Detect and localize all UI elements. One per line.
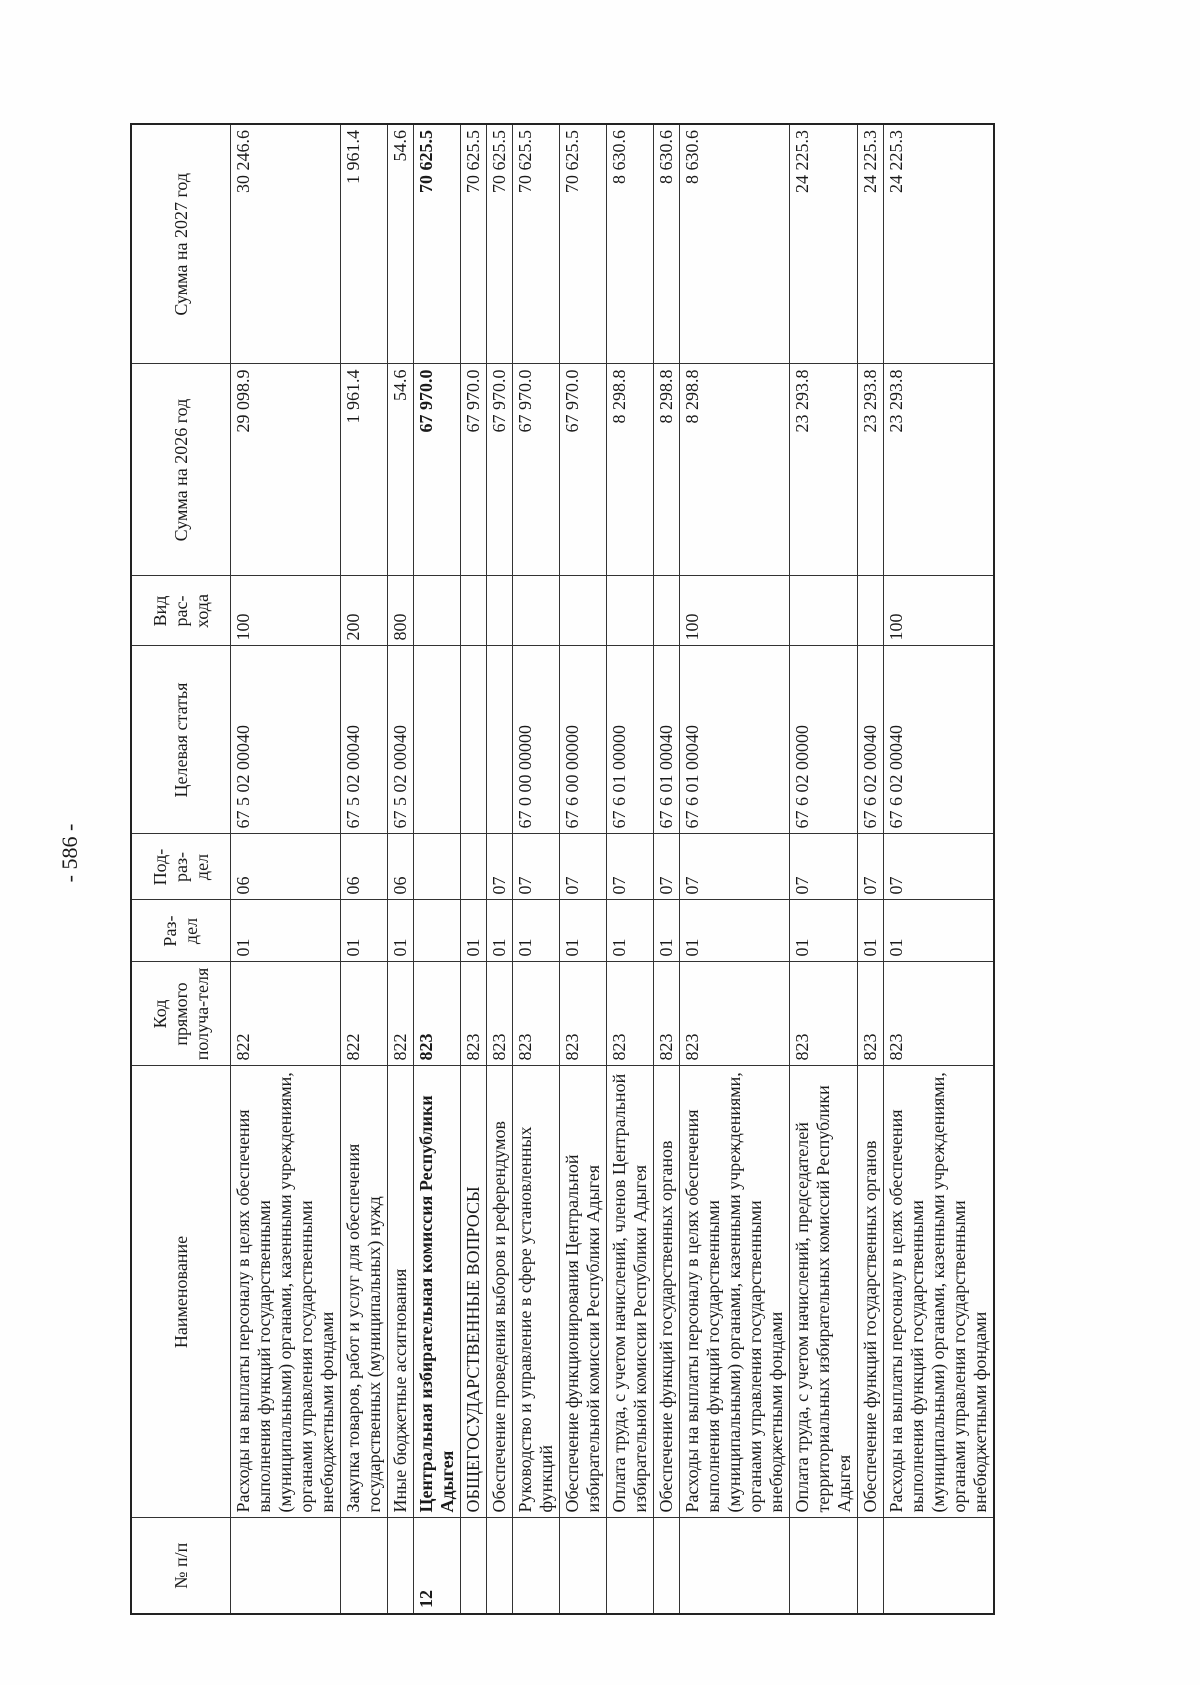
- budget-table-frame: [130, 125, 1020, 1615]
- cell-sum2027: 8 630.6: [607, 124, 654, 364]
- cell-sum2027: 54.6: [388, 124, 414, 364]
- cell-name: Обеспечение функций государственных органов: [858, 1066, 884, 1518]
- cell-vid: 800: [388, 576, 414, 646]
- cell-podrazdel: [461, 834, 487, 900]
- cell-sum2027: 70 625.5: [414, 124, 461, 364]
- cell-razdel: 01: [341, 900, 388, 962]
- cell-sum2026: 1 961.4: [341, 364, 388, 576]
- cell-celevaya: 67 5 02 00040: [388, 646, 414, 834]
- cell-sum2027: 70 625.5: [513, 124, 560, 364]
- table-row: [858, 124, 884, 1614]
- cell-razdel: 01: [654, 900, 680, 962]
- table-row: [414, 124, 461, 1614]
- header-name: Наименование: [131, 1066, 231, 1518]
- cell-celevaya: 67 6 02 00000: [790, 646, 858, 834]
- cell-sum2026: 54.6: [388, 364, 414, 576]
- cell-podrazdel: 07: [790, 834, 858, 900]
- cell-sum2027: 8 630.6: [654, 124, 680, 364]
- cell-sum2027: 1 961.4: [341, 124, 388, 364]
- table-body: [231, 124, 995, 1614]
- cell-num: [680, 1518, 790, 1614]
- cell-celevaya: [487, 646, 513, 834]
- cell-code: 822: [341, 962, 388, 1066]
- cell-razdel: 01: [858, 900, 884, 962]
- table-row: [680, 124, 790, 1614]
- table-row: [461, 124, 487, 1614]
- budget-table: [130, 123, 995, 1615]
- cell-vid: 200: [341, 576, 388, 646]
- table-row: [231, 124, 341, 1614]
- cell-code: 823: [461, 962, 487, 1066]
- cell-vid: [560, 576, 607, 646]
- cell-celevaya: 67 5 02 00040: [231, 646, 341, 834]
- cell-razdel: 01: [461, 900, 487, 962]
- cell-name: Расходы на выплаты персоналу в целях обеспечения выполнения функций государственными (муниципальными) органами, казенными учреждениями, органами управления государственными внебюджетными фондами: [231, 1066, 341, 1518]
- cell-sum2026: 8 298.8: [607, 364, 654, 576]
- cell-num: 12: [414, 1518, 461, 1614]
- header-vid: Вид рас-хода: [131, 576, 231, 646]
- cell-name: Обеспечение функционирования Центральной избирательной комиссии Республики Адыгея: [560, 1066, 607, 1518]
- cell-name: ОБЩЕГОСУДАРСТВЕННЫЕ ВОПРОСЫ: [461, 1066, 487, 1518]
- cell-name: Руководство и управление в сфере установленных функций: [513, 1066, 560, 1518]
- cell-vid: [414, 576, 461, 646]
- cell-podrazdel: 06: [341, 834, 388, 900]
- cell-sum2026: 67 970.0: [461, 364, 487, 576]
- cell-num: [607, 1518, 654, 1614]
- cell-sum2026: 8 298.8: [654, 364, 680, 576]
- table-row: [607, 124, 654, 1614]
- cell-sum2027: 24 225.3: [858, 124, 884, 364]
- header-sum2027: Сумма на 2027 год: [131, 124, 231, 364]
- cell-podrazdel: 07: [513, 834, 560, 900]
- cell-celevaya: 67 0 00 00000: [513, 646, 560, 834]
- cell-num: [487, 1518, 513, 1614]
- cell-code: 822: [388, 962, 414, 1066]
- cell-name: Обеспечение проведения выборов и референдумов: [487, 1066, 513, 1518]
- cell-sum2027: 24 225.3: [884, 124, 995, 364]
- cell-razdel: 01: [513, 900, 560, 962]
- cell-podrazdel: 07: [654, 834, 680, 900]
- table-row: [790, 124, 858, 1614]
- header-razdel: Раз-дел: [131, 900, 231, 962]
- table-row: [884, 124, 995, 1614]
- cell-vid: [513, 576, 560, 646]
- cell-vid: [858, 576, 884, 646]
- cell-code: 823: [680, 962, 790, 1066]
- cell-num: [790, 1518, 858, 1614]
- cell-razdel: 01: [560, 900, 607, 962]
- cell-sum2026: 67 970.0: [414, 364, 461, 576]
- header-code: Код прямого получа-теля: [131, 962, 231, 1066]
- cell-code: 823: [654, 962, 680, 1066]
- cell-razdel: 01: [790, 900, 858, 962]
- cell-vid: [487, 576, 513, 646]
- cell-sum2026: 29 098.9: [231, 364, 341, 576]
- table-row: [341, 124, 388, 1614]
- cell-celevaya: 67 6 00 00000: [560, 646, 607, 834]
- cell-name: Центральная избирательная комиссия Республики Адыгея: [414, 1066, 461, 1518]
- cell-num: [513, 1518, 560, 1614]
- cell-razdel: 01: [487, 900, 513, 962]
- cell-code: 823: [513, 962, 560, 1066]
- cell-vid: 100: [884, 576, 995, 646]
- cell-razdel: 01: [884, 900, 995, 962]
- cell-vid: 100: [231, 576, 341, 646]
- cell-celevaya: 67 6 02 00040: [858, 646, 884, 834]
- cell-code: 823: [414, 962, 461, 1066]
- cell-num: [654, 1518, 680, 1614]
- cell-sum2026: 67 970.0: [560, 364, 607, 576]
- cell-razdel: 01: [607, 900, 654, 962]
- cell-sum2026: 23 293.8: [884, 364, 995, 576]
- cell-celevaya: [461, 646, 487, 834]
- cell-razdel: 01: [388, 900, 414, 962]
- cell-celevaya: 67 6 01 00040: [680, 646, 790, 834]
- cell-podrazdel: 07: [607, 834, 654, 900]
- cell-celevaya: 67 6 01 00000: [607, 646, 654, 834]
- table-row: [513, 124, 560, 1614]
- cell-num: [560, 1518, 607, 1614]
- cell-razdel: 01: [231, 900, 341, 962]
- cell-name: Оплата труда, с учетом начислений, председателей территориальных избирательных комиссий Республики Адыгея: [790, 1066, 858, 1518]
- cell-sum2026: 67 970.0: [487, 364, 513, 576]
- cell-num: [884, 1518, 995, 1614]
- cell-vid: [607, 576, 654, 646]
- cell-sum2027: 70 625.5: [487, 124, 513, 364]
- cell-sum2027: 70 625.5: [560, 124, 607, 364]
- cell-name: Расходы на выплаты персоналу в целях обеспечения выполнения функций государственными (муниципальными) органами, казенными учреждениями, органами управления государственными внебюджетными фондами: [884, 1066, 995, 1518]
- cell-podrazdel: 07: [884, 834, 995, 900]
- cell-name: Расходы на выплаты персоналу в целях обеспечения выполнения функций государственными (муниципальными) органами, казенными учреждениями, органами управления государственными внебюджетными фондами: [680, 1066, 790, 1518]
- cell-celevaya: [414, 646, 461, 834]
- cell-num: [388, 1518, 414, 1614]
- header-sum2026: Сумма на 2026 год: [131, 364, 231, 576]
- header-podrazdel: Под-раз-дел: [131, 834, 231, 900]
- cell-sum2027: 30 246.6: [231, 124, 341, 364]
- cell-podrazdel: 07: [487, 834, 513, 900]
- cell-podrazdel: 07: [858, 834, 884, 900]
- cell-code: 823: [884, 962, 995, 1066]
- cell-name: Оплата труда, с учетом начислений, членов Центральной избирательной комиссии Республики Адыгея: [607, 1066, 654, 1518]
- table-row: [487, 124, 513, 1614]
- cell-code: 823: [560, 962, 607, 1066]
- cell-vid: [654, 576, 680, 646]
- cell-code: 823: [487, 962, 513, 1066]
- cell-vid: 100: [680, 576, 790, 646]
- header-num: № п/п: [131, 1518, 231, 1614]
- cell-sum2026: 8 298.8: [680, 364, 790, 576]
- cell-podrazdel: 06: [231, 834, 341, 900]
- cell-podrazdel: 06: [388, 834, 414, 900]
- cell-sum2027: 70 625.5: [461, 124, 487, 364]
- cell-celevaya: 67 5 02 00040: [341, 646, 388, 834]
- cell-name: Иные бюджетные ассигнования: [388, 1066, 414, 1518]
- cell-code: 823: [790, 962, 858, 1066]
- cell-sum2027: 24 225.3: [790, 124, 858, 364]
- cell-num: [341, 1518, 388, 1614]
- cell-razdel: 01: [680, 900, 790, 962]
- cell-vid: [461, 576, 487, 646]
- cell-code: 822: [231, 962, 341, 1066]
- cell-name: Обеспечение функций государственных органов: [654, 1066, 680, 1518]
- cell-sum2026: 23 293.8: [790, 364, 858, 576]
- cell-code: 823: [858, 962, 884, 1066]
- cell-sum2027: 8 630.6: [680, 124, 790, 364]
- page-number: - 586 -: [57, 823, 82, 883]
- cell-num: [461, 1518, 487, 1614]
- cell-sum2026: 23 293.8: [858, 364, 884, 576]
- cell-vid: [790, 576, 858, 646]
- table-header-row: [131, 124, 231, 1614]
- table-row: [654, 124, 680, 1614]
- table-row: [560, 124, 607, 1614]
- cell-num: [858, 1518, 884, 1614]
- cell-num: [231, 1518, 341, 1614]
- cell-podrazdel: 07: [680, 834, 790, 900]
- cell-podrazdel: [414, 834, 461, 900]
- cell-razdel: [414, 900, 461, 962]
- cell-code: 823: [607, 962, 654, 1066]
- cell-sum2026: 67 970.0: [513, 364, 560, 576]
- cell-podrazdel: 07: [560, 834, 607, 900]
- header-celevaya: Целевая статья: [131, 646, 231, 834]
- table-row: [388, 124, 414, 1614]
- cell-name: Закупка товаров, работ и услуг для обеспечения государственных (муниципальных) нужд: [341, 1066, 388, 1518]
- cell-celevaya: 67 6 02 00040: [884, 646, 995, 834]
- cell-celevaya: 67 6 01 00040: [654, 646, 680, 834]
